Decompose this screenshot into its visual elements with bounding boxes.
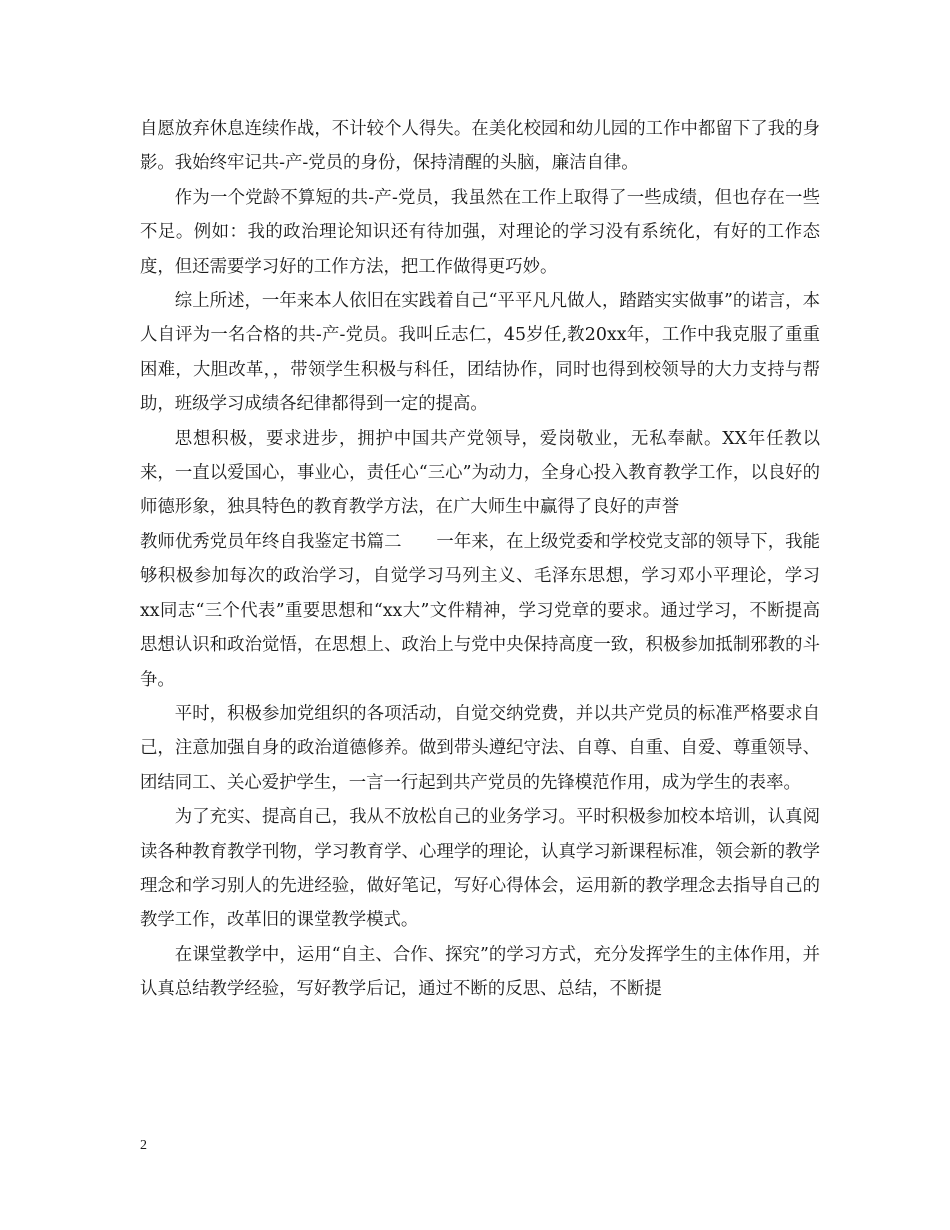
section-title: 教师优秀党员年终自我鉴定书篇二: [140, 531, 402, 552]
page-number: 2: [140, 1138, 147, 1153]
body-paragraph-continued: 自愿放弃休息连续作战，不计较个人得失。在美化校园和幼儿园的工作中都留下了我的身影。我始终牢记共-产-党员的身份，保持清醒的头脑，廉洁自律。: [140, 119, 820, 174]
section-first-paragraph: 一年来，在上级党委和学校党支部的领导下，我能够积极参加每次的政治学习，自觉学习马列主义、毛泽东思想，学习邓小平理论，学习xx同志“三个代表”重要思想和“xx大”文件精神，学习党章的要求。通过学习，不断提高思想认识和政治觉悟，在思想上、政治上与党中央保持高度一致，积极参加抵制邪教的斗争。: [140, 531, 820, 690]
body-paragraph: 在课堂教学中，运用“自主、合作、探究”的学习方式，充分发挥学生的主体作用，并认真总结教学经验，写好教学后记，通过不断的反思、总结，不断提: [140, 944, 820, 1000]
body-paragraph: 作为一个党龄不算短的共-产-党员，我虽然在工作上取得了一些成绩，但也存在一些不足。例如：我的政治理论知识还有待加强，对理论的学习没有系统化，有好的工作态度，但还需要学习好的工作方法，把工作做得更巧妙。: [140, 187, 820, 277]
section-heading-paragraph: [140, 525, 820, 697]
body-paragraph: 思想积极，要求进步，拥护中国共产党领导，爱岗敬业，无私奉献。XX年任教以来，一直以爱国心，事业心，责任心“三心”为动力，全身心投入教育教学工作，以良好的师德形象，独具特色的教育教学方法，在广大师生中赢得了良好的声誉: [140, 428, 820, 518]
body-paragraph: 为了充实、提高自己，我从不放松自己的业务学习。平时积极参加校本培训，认真阅读各种教育教学刊物，学习教育学、心理学的理论，认真学习新课程标准，领会新的教学理念和学习别人的先进经验，做好笔记，写好心得体会，运用新的教学理念去指导自己的教学工作，改革旧的课堂教学模式。: [140, 807, 820, 931]
document-body: [140, 112, 820, 1007]
body-paragraph: 平时，积极参加党组织的各项活动，自觉交纳党费，并以共产党员的标准严格要求自己，注意加强自身的政治道德修养。做到带头遵纪守法、自尊、自重、自爱、尊重领导、团结同工、关心爱护学生，一言一行起到共产党员的先锋模范作用，成为学生的表率。: [140, 703, 820, 793]
body-paragraph: 综上所述，一年来本人依旧在实践着自己“平平凡凡做人，踏踏实实做事”的诺言，本人自评为一名合格的共-产-党员。我叫丘志仁，45岁任,教20xx年，工作中我克服了重重困难，大胆改革，，带领学生积极与科任，团结协作，同时也得到校领导的大力支持与帮助，班级学习成绩各纪律都得到一定的提高。: [140, 291, 820, 415]
